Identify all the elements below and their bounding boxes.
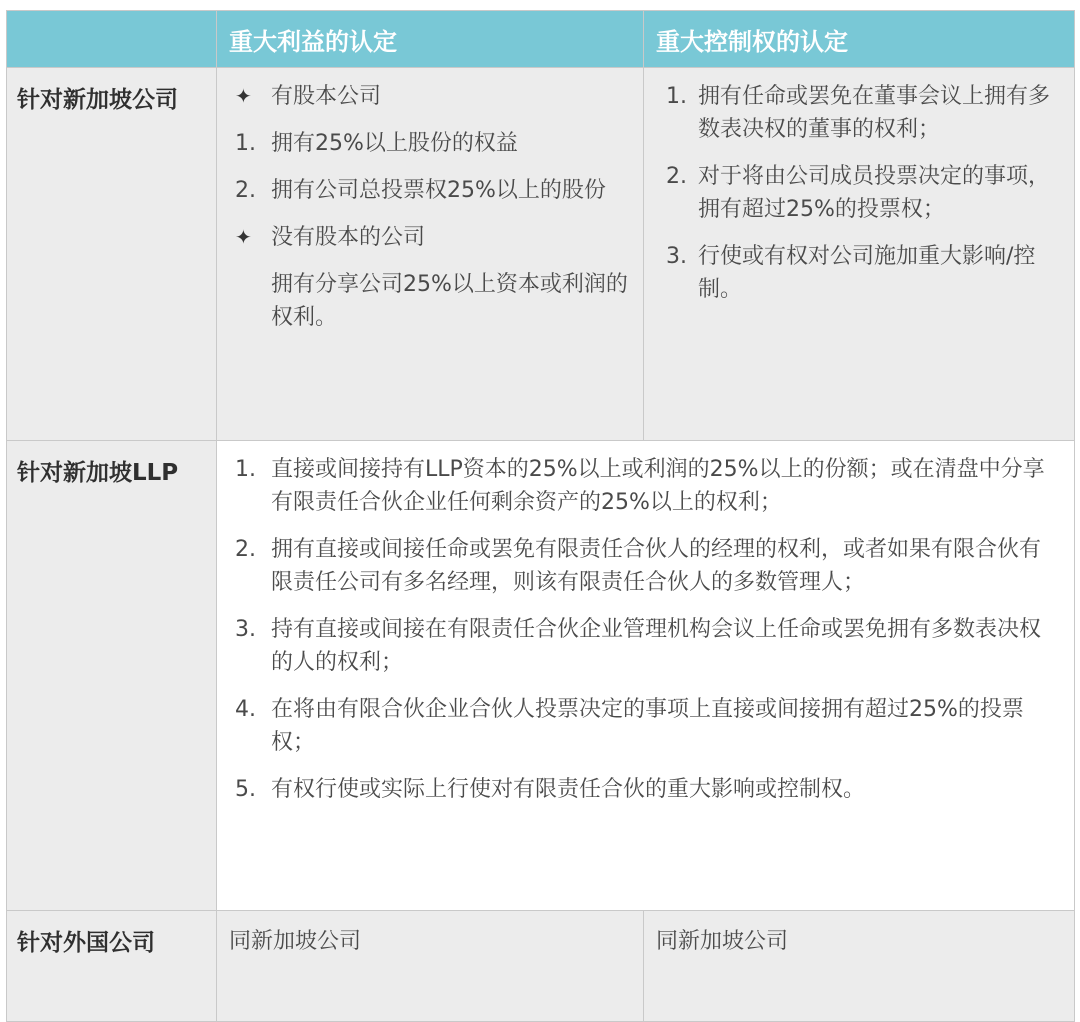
list-item-text: 有股本公司 [271,84,382,109]
list-number: 2. [235,537,256,562]
list-number [229,268,271,334]
list-item-text: 持有直接或间接在有限责任合伙企业管理机构会议上任命或罢免拥有多数表决权的人的权利； [271,617,1042,675]
list-item [229,533,1062,599]
header-blank-cell [7,11,217,68]
list-item-text: 拥有25%以上股份的权益 [271,131,518,156]
list-item [229,613,1062,679]
row-label-singapore-company: 针对新加坡公司 [7,68,217,441]
list-item [229,268,631,334]
list-item-text: 对于将由公司成员投票决定的事项，拥有超过25%的投票权； [698,164,1051,222]
list-item-text: 拥有分享公司25%以上资本或利润的权利。 [271,272,628,330]
list-item [656,80,1062,146]
singapore-company-control-cell [644,68,1075,441]
list-item [229,453,1062,519]
foreign-company-interest-text: 同新加坡公司 [229,929,362,954]
header-row [7,11,1075,68]
diamond-bullet-icon: ✦ [235,84,252,108]
foreign-company-control-text: 同新加坡公司 [656,929,789,954]
table-row-singapore-llp [7,441,1075,911]
list-item-text: 拥有直接或间接任命或罢免有限责任合伙人的经理的权利，或者如果有限合伙有限责任公司有多名经理，则该有限责任合伙人的多数管理人； [271,537,1042,595]
list-item-text: 有权行使或实际上行使对有限责任合伙的重大影响或控制权。 [271,777,866,802]
list-item [229,174,631,207]
list-item-text: 直接或间接持有LLP资本的25%以上或利润的25%以上的份额；或在清盘中分享有限责任合伙企业任何剩余资产的25%以上的权利； [271,457,1045,515]
row-label-foreign-company: 针对外国公司 [7,911,217,1022]
foreign-company-interest-cell [217,911,644,1022]
list-number: 1. [235,131,256,156]
list-item [229,127,631,160]
list-number: 2. [235,178,256,203]
list-number: 1. [666,84,687,109]
singapore-llp-criteria-cell [217,441,1075,911]
list-item [656,240,1062,306]
diamond-bullet-icon: ✦ [235,225,252,249]
list-item-text: 拥有任命或罢免在董事会议上拥有多数表决权的董事的权利； [698,84,1051,142]
list-item-text: 在将由有限合伙企业合伙人投票决定的事项上直接或间接拥有超过25%的投票权； [271,697,1024,755]
table-row-foreign-company [7,911,1075,1022]
list-number: 5. [235,777,256,802]
list-number: 2. [666,164,687,189]
list-item [229,773,1062,806]
list-number: 3. [235,617,256,642]
list-item [656,160,1062,226]
list-item-text: 行使或有权对公司施加重大影响/控制。 [698,244,1036,302]
table-row-singapore-company [7,68,1075,441]
header-significant-interest: 重大利益的认定 [217,11,644,68]
list-item [229,221,631,254]
foreign-company-control-cell [644,911,1075,1022]
list-item-text: 没有股本的公司 [271,225,426,250]
header-significant-control: 重大控制权的认定 [644,11,1075,68]
list-number: 4. [235,697,256,722]
singapore-company-interest-cell [217,68,644,441]
list-item-text: 拥有公司总投票权25%以上的股份 [271,178,606,203]
comparison-table [6,10,1075,1022]
list-number: 3. [666,244,687,269]
list-item [229,80,631,113]
list-number: 1. [235,457,256,482]
list-item [229,693,1062,759]
row-label-singapore-llp: 针对新加坡LLP [7,441,217,911]
